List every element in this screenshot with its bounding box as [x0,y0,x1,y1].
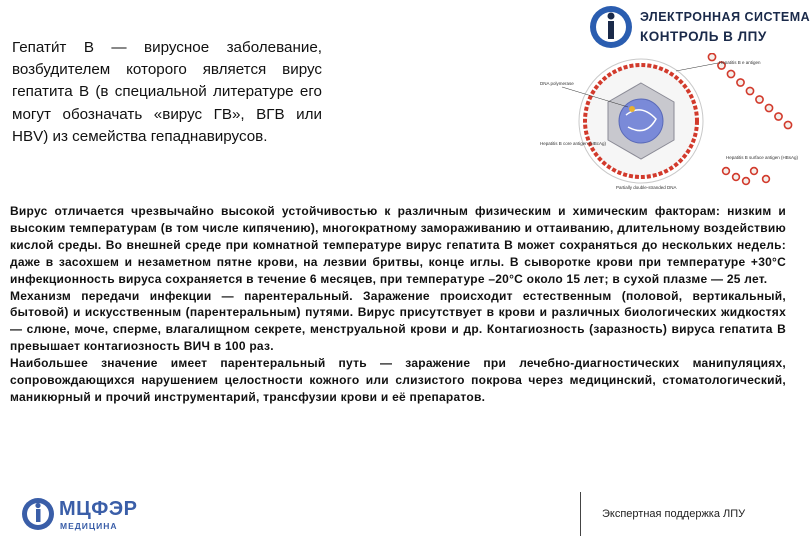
surface-antigen-beads [708,53,791,184]
antigen-bead [733,174,740,181]
antigen-bead [743,178,750,185]
intro-paragraph: Гепати́т В — вирусное заболевание, возбудителем которого является вирус гепатита В (в специальной литературе его могут обозначать «вирус ГВ», ВГВ или HBV) из семейства гепаднавирусов. [12,39,322,145]
antigen-bead [737,79,744,86]
antigen-bead [727,70,734,77]
antigen-bead [765,104,772,111]
label-surface-antigen: Hepatitis B surface antigen (HBsAg) [726,155,799,160]
mcfer-logo [20,496,160,534]
label-core-antigen: Hepatitis B core antigen (HBcAg) [540,141,607,146]
logo-emblem-icon [588,4,634,50]
antigen-bead [751,168,758,175]
antigen-bead [784,121,791,128]
mcfer-emblem-icon [20,496,56,532]
hbv-structure-diagram [536,53,808,193]
dna-polymerase-dot [629,106,635,112]
label-dna: Partially double-stranded DNA [616,185,677,190]
antigen-bead [756,96,763,103]
antigen-bead [775,113,782,120]
mcfer-name: МЦФЭР [59,498,138,520]
logo-line-2: КОНТРОЛЬ В ЛПУ [640,29,767,44]
paragraph-transmission: Механизм передачи инфекции — парентеральный. Заражение происходит естественным (половой, вертикальный, бытовой) и искусственным (парентеральным) путями. Вирус присутствует в крови и различных биологических жидкостях — слюне, моче, сперме, влагалищном секрете, менструальной крови и др. Контагиозность (заразность) вируса гепатита В превышает контагиозность ВИЧ в 100 раз. [10,288,786,354]
main-text [10,203,786,406]
footer-text: Экспертная поддержка ЛПУ [602,508,746,520]
antigen-bead [746,87,753,94]
label-e-antigen: Hepatitis B e antigen [719,60,761,65]
antigen-bead [723,168,730,175]
paragraph-resistance: Вирус отличается чрезвычайно высокой устойчивостью к различным физическим и химическим факторам: низким и высоким температурам (в том числе кипячению), многократному замораживанию и оттаиванию, длительному воздействию кислой среды. Во внешней среде при комнатной температуре вирус гепатита В может сохраняться до нескольких недель: даже в засохшем и незаметном пятне крови, на лезвии бритвы, конце иглы. В сыворотке крови при температуре +30°С инфекционность вируса сохраняется в течение 6 месяцев, при температуре –20°С около 15 лет; в сухой плазме — 25 лет. [10,204,786,286]
mcfer-subtitle: МЕДИЦИНА [60,521,118,531]
dna-core [619,99,663,143]
control-system-logo [588,4,810,52]
logo-line-1: ЭЛЕКТРОННАЯ СИСТЕМА [640,10,810,24]
footer-divider [580,492,581,536]
antigen-bead [708,53,715,60]
label-dna-polymerase: DNA polymerase [540,81,574,86]
paragraph-parenteral: Наибольшее значение имеет парентеральный путь — заражение при лечебно-диагностических манипуляциях, сопровождающихся нарушением целостности кожного или слизистого покрова через медицинский, стоматологический, маникюрный и прочий инструментарий, трансфузии крови и её препаратов. [10,356,786,404]
antigen-bead [763,176,770,183]
